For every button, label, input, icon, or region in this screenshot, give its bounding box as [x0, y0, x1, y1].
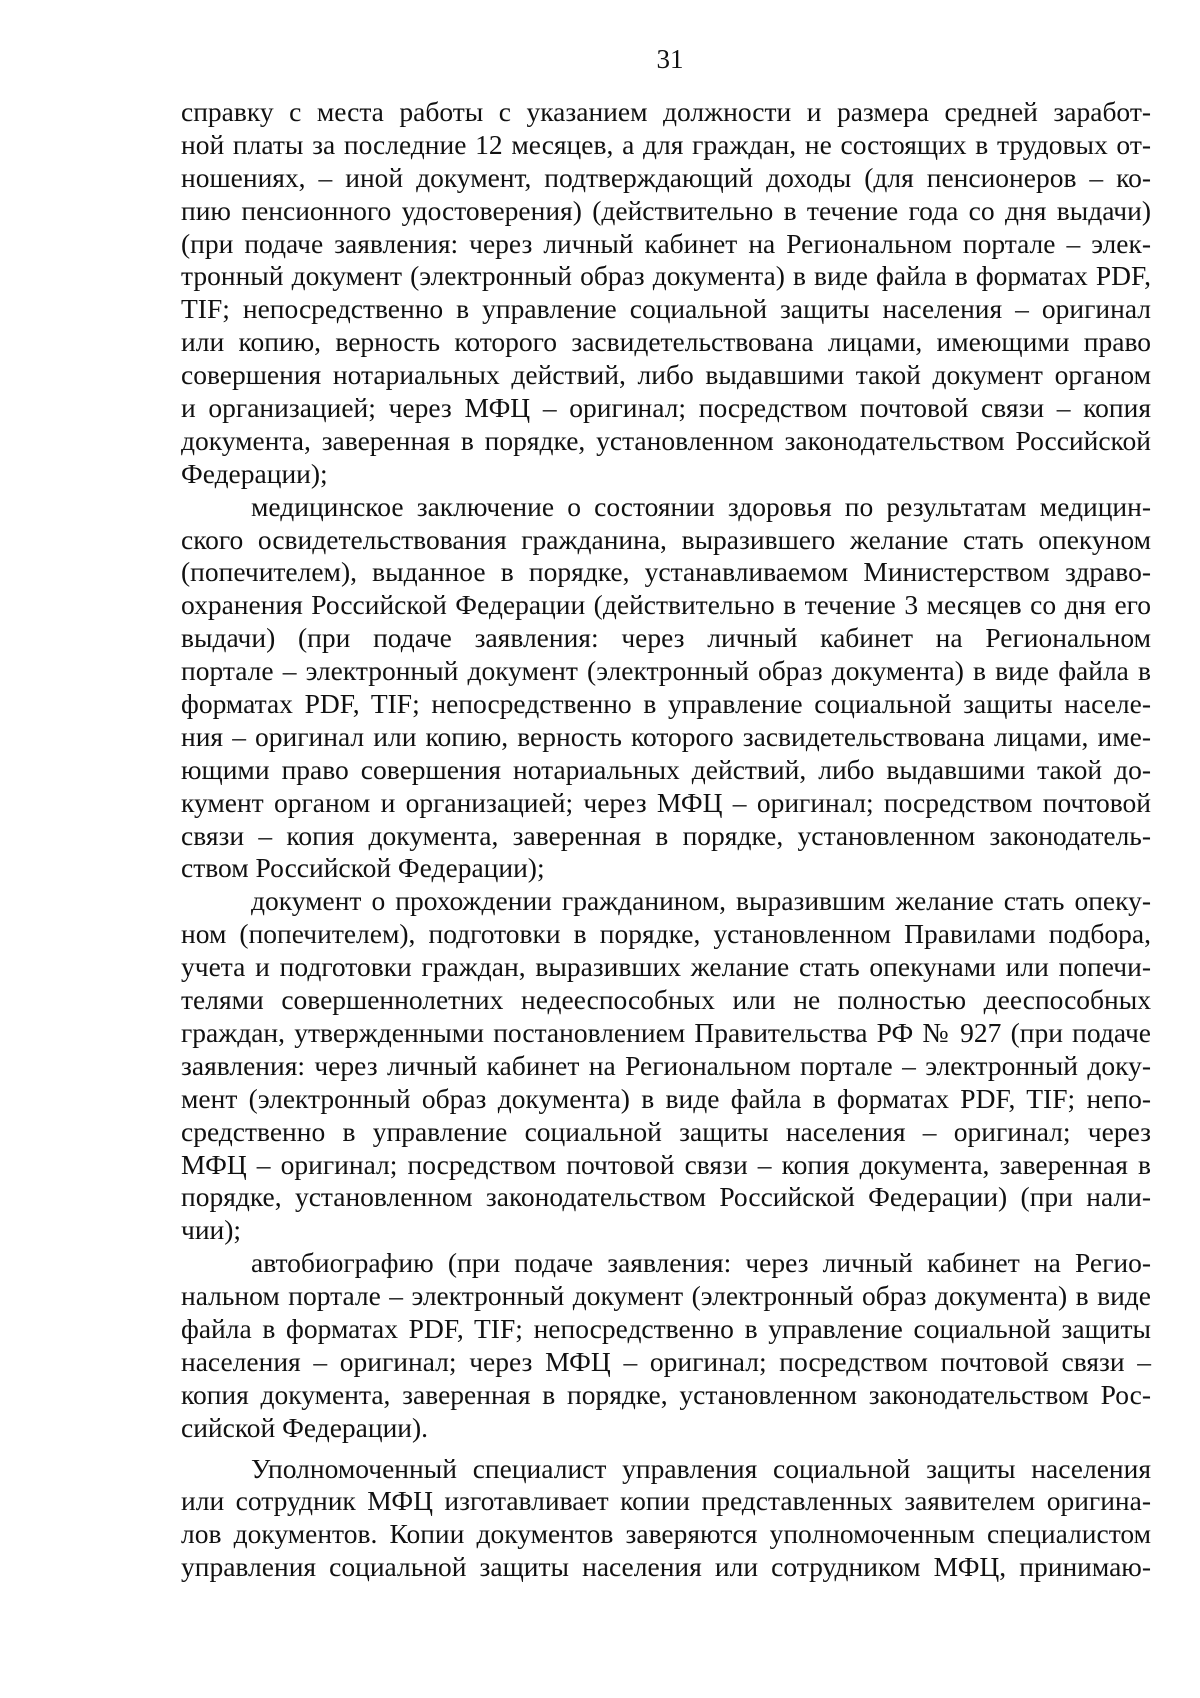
text-line: или сотрудник МФЦ изготавливает копии представленных заявителем оригина-	[181, 1485, 1151, 1517]
paragraph-authorized-specialist	[181, 1453, 1151, 1585]
text-line: населения – оригинал; через МФЦ – оригинал; посредством почтовой связи –	[181, 1345, 1151, 1377]
text-line: медицинское заключение о состоянии здоровья по результатам медицин-	[251, 490, 1151, 522]
text-line: сийской Федерации).	[181, 1411, 429, 1443]
text-line: кумент органом и организацией; через МФЦ – оригинал; посредством почтовой	[181, 786, 1151, 818]
text-line: ского освидетельствования гражданина, выразившего желание стать опекуном	[181, 523, 1151, 555]
text-line: порядке, установленном законодательством Российской Федерации) (при нали-	[181, 1181, 1151, 1213]
text-line: копия документа, заверенная в порядке, установленном законодательством Рос-	[181, 1378, 1151, 1410]
text-line: заявления: через личный кабинет на Региональном портале – электронный доку-	[181, 1049, 1151, 1081]
text-line: ния – оригинал или копию, верность которого засвидетельствована лицами, име-	[181, 720, 1151, 752]
paragraph-training-document	[181, 885, 1151, 1247]
text-line: средственно в управление социальной защиты населения – оригинал; через	[181, 1115, 1151, 1147]
text-line: ном (попечителем), подготовки в порядке, установленном Правилами подбора,	[181, 918, 1151, 950]
text-line: МФЦ – оригинал; посредством почтовой связи – копия документа, заверенная в	[181, 1148, 1151, 1180]
text-line: чии);	[181, 1214, 242, 1246]
text-line: нальном портале – электронный документ (электронный образ документа) в виде	[181, 1280, 1151, 1312]
text-line: связи – копия документа, заверенная в порядке, установленном законодатель-	[181, 819, 1151, 851]
paragraph-spacer	[181, 1445, 1151, 1453]
text-line: управления социальной защиты населения или сотрудником МФЦ, принимаю-	[181, 1551, 1151, 1583]
text-line: документ о прохождении гражданином, выразившим желание стать опеку-	[251, 885, 1151, 917]
text-line: ной платы за последние 12 месяцев, а для граждан, не состоящих в трудовых от-	[181, 128, 1151, 160]
text-line: Федерации);	[181, 457, 328, 489]
text-line: тронный документ (электронный образ документа) в виде файла в форматах PDF,	[181, 260, 1151, 292]
text-line: мент (электронный образ документа) в виде файла в форматах PDF, TIF; непо-	[181, 1082, 1151, 1114]
text-line: телями совершеннолетних недееспособных или не полностью дееспособных	[181, 984, 1151, 1016]
text-line: охранения Российской Федерации (действительно в течение 3 месяцев со дня его	[181, 589, 1151, 621]
text-line: (при подаче заявления: через личный кабинет на Региональном портале – элек-	[181, 227, 1151, 259]
text-line: совершения нотариальных действий, либо выдавшими такой документ органом	[181, 359, 1151, 391]
page-number: 31	[656, 44, 684, 74]
text-line: пию пенсионного удостоверения) (действительно в течение года со дня выдачи)	[181, 194, 1151, 226]
text-line: Уполномоченный специалист управления социальной защиты населения	[251, 1452, 1151, 1484]
document-body	[181, 96, 1151, 1584]
text-line: граждан, утвержденными постановлением Правительства РФ № 927 (при подаче	[181, 1016, 1151, 1048]
text-line: портале – электронный документ (электронный образ документа) в виде файла в	[181, 655, 1151, 687]
paragraph-autobiography	[181, 1247, 1151, 1444]
text-line: документа, заверенная в порядке, установленном законодательством Российской	[181, 424, 1151, 456]
text-line: ством Российской Федерации);	[181, 852, 545, 884]
paragraph-medical-report	[181, 491, 1151, 886]
text-line: форматах PDF, TIF; непосредственно в управление социальной защиты населе-	[181, 688, 1151, 720]
text-line: справку с места работы с указанием должности и размера средней заработ-	[181, 96, 1151, 127]
text-line: файла в форматах PDF, TIF; непосредственно в управление социальной защиты	[181, 1312, 1151, 1344]
text-line: автобиографию (при подаче заявления: через личный кабинет на Регио-	[251, 1247, 1151, 1279]
text-line: и организацией; через МФЦ – оригинал; посредством почтовой связи – копия	[181, 392, 1151, 424]
text-line: ющими право совершения нотариальных действий, либо выдавшими такой до-	[181, 753, 1151, 785]
text-line: учета и подготовки граждан, выразивших желание стать опекунами или попечи-	[181, 951, 1151, 983]
text-line: TIF; непосредственно в управление социальной защиты населения – оригинал	[181, 293, 1151, 325]
text-line: или копию, верность которого засвидетельствована лицами, имеющими право	[181, 326, 1151, 358]
text-line: выдачи) (при подаче заявления: через личный кабинет на Региональном	[181, 622, 1151, 654]
paragraph-work-certificate	[181, 96, 1151, 491]
text-line: лов документов. Копии документов заверяются уполномоченным специалистом	[181, 1518, 1151, 1550]
text-line: (попечителем), выданное в порядке, устанавливаемом Министерством здраво-	[181, 556, 1151, 588]
text-line: ношениях, – иной документ, подтверждающий доходы (для пенсионеров – ко-	[181, 161, 1151, 193]
